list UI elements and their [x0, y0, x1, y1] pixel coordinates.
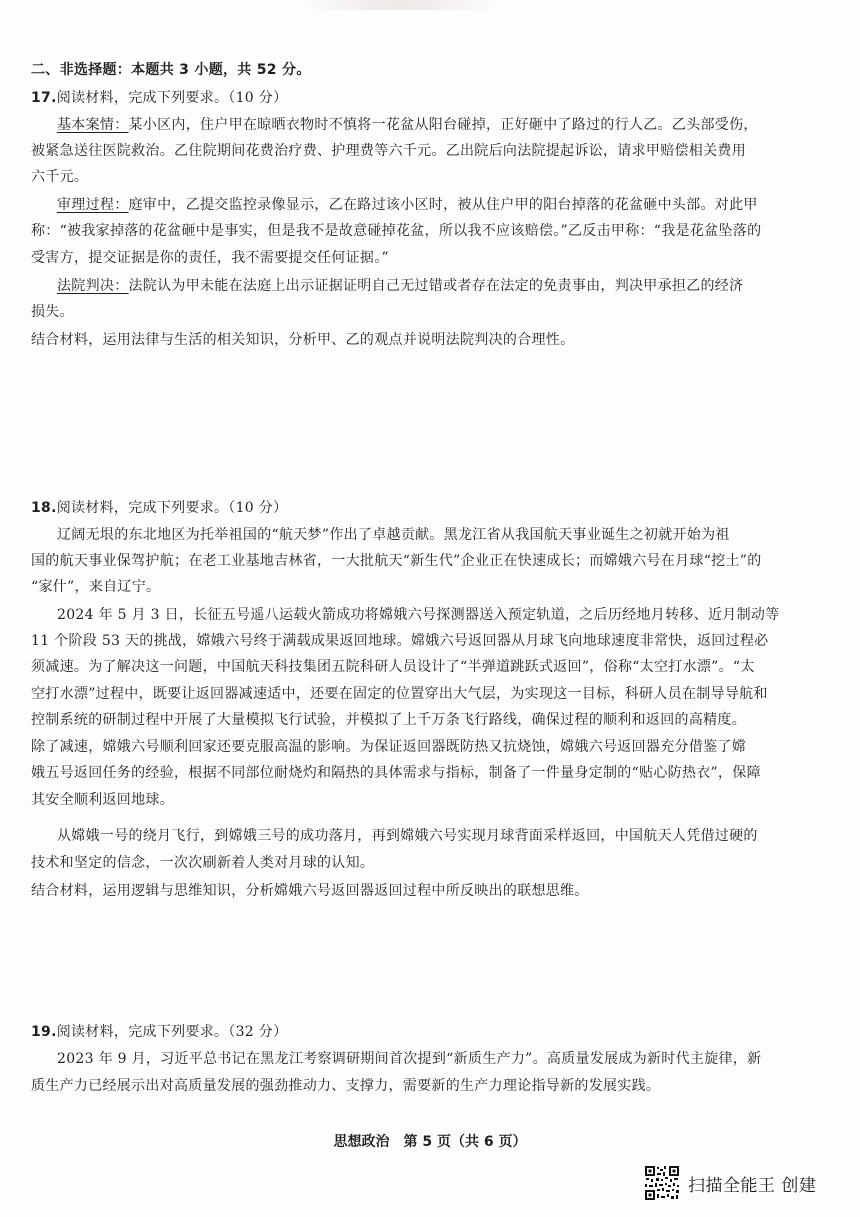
q17-case-text: 某小区内，住户甲在晾晒衣物时不慎将一花盆从阳台碰掉，正好砸中了路过的行人乙。乙头部受伤，: [128, 117, 758, 133]
q18-para2-line-5: 控制系统的研制过程中开展了大量模拟飞行试验，并模拟了上千万条飞行路线，确保过程的顺利和返回的高精度。: [31, 712, 746, 728]
q18-prompt: 阅读材料，完成下列要求。（10 分）: [56, 500, 288, 516]
scanner-watermark: [644, 1165, 816, 1201]
q17-case-label: 基本案情：: [57, 117, 129, 133]
q18-question: 结合材料，运用逻辑与思维知识，分析嫦娥六号返回器返回过程中所反映出的联想思维。: [31, 883, 589, 899]
q18-para2-line-7: 娥五号返回任务的经验，根据不同部位耐烧灼和隔热的具体需求与指标，制备了一件量身定制的“贴心防热衣”，保障: [31, 765, 761, 781]
q18-para2-line-6: 除了减速，嫦娥六号顺利回家还要克服高温的影响。为保证返回器既防热又抗烧蚀，嫦娥六号返回器充分借鉴了嫦: [31, 739, 746, 755]
q18-number: 18.: [31, 500, 57, 516]
q17-header: [31, 88, 287, 108]
q19-header: [31, 1022, 287, 1042]
q18-para2-line-1: 2024 年 5 月 3 日，长征五号遥八运载火箭成功将嫦娥六号探测器送入预定轨道，之后历经地月转移、近月制动等: [57, 607, 780, 623]
q18-header: [31, 498, 287, 518]
q17-question: 结合材料，运用法律与生活的相关知识，分析甲、乙的观点并说明法院判决的合理性。: [31, 332, 575, 348]
q17-trial-text: 庭审中，乙提交监控录像显示，乙在路过该小区时，被从住户甲的阳台掉落的花盆砸中头部。对此甲: [128, 197, 758, 213]
q18-para3-line-1: 从嫦娥一号的绕月飞行，到嫦娥三号的成功落月，再到嫦娥六号实现月球背面采样返回，中国航天人凭借过硬的: [57, 828, 758, 844]
q18-para2-line-2: 11 个阶段 53 天的挑战，嫦娥六号终于满载成果返回地球。嫦娥六号返回器从月球飞向地球速度非常快，返回过程必: [31, 633, 769, 649]
q17-trial-line-2: 称：“被我家掉落的花盆砸中是事实，但是我不是故意碰掉花盆，所以我不应该赔偿。”乙反击甲称：“我是花盆坠落的: [31, 223, 762, 239]
q17-trial-line-3: 受害方，提交证据是你的责任，我不需要提交任何证据。”: [31, 250, 389, 266]
q19-number: 19.: [31, 1024, 57, 1040]
q18-para1-line-2: 国的航天事业保驾护航；在老工业基地吉林省，一大批航天“新生代”企业正在快速成长；而嫦娥六号在月球“挖土”的: [31, 553, 762, 569]
q18-para2-line-8: 其安全顺利返回地球。: [31, 792, 174, 808]
q18-para2-line-3: 须减速。为了解决这一问题，中国航天科技集团五院科研人员设计了“半弹道跳跃式返回”，俗称“太空打水漂”。“太: [31, 659, 755, 675]
q17-verdict-line-1: [57, 276, 743, 296]
q17-trial-label: 审理过程：: [57, 197, 129, 213]
q17-case-line-2: 被紧急送往医院救治。乙住院期间花费治疗费、护理费等六千元。乙出院后向法院提起诉讼，请求甲赔偿相关费用: [31, 143, 746, 159]
section-title: 二、非选择题：本题共 3 小题，共 52 分。: [31, 62, 311, 78]
q18-para2-line-4: 空打水漂”过程中，既要让返回器减速适中，还要在固定的位置穿出大气层，为实现这一目标，科研人员在制导导航和: [31, 686, 768, 702]
q18-para3-line-2: 技术和坚定的信念，一次次刷新着人类对月球的认知。: [31, 855, 375, 871]
q17-trial-line-1: [57, 195, 758, 215]
q19-para1-line-2: 质生产力已经展示出对高质量发展的强劲推动力、支撑力，需要新的生产力理论指导新的发展实践。: [31, 1078, 661, 1094]
q17-prompt: 阅读材料，完成下列要求。（10 分）: [56, 90, 288, 106]
q17-verdict-label: 法院判决：: [57, 278, 129, 294]
qr-code-icon: [644, 1165, 680, 1201]
page-footer: 思想政治 第 5 页（共 6 页）: [333, 1134, 527, 1150]
scanner-label: 扫描全能王 创建: [688, 1175, 817, 1196]
q19-para1-line-1: 2023 年 9 月，习近平总书记在黑龙江考察调研期间首次提到“新质生产力”。高质量发展成为新时代主旋律，新: [57, 1051, 762, 1067]
q17-case-line-3: 六千元。: [31, 169, 89, 185]
q17-number: 17.: [31, 90, 57, 106]
q17-verdict-line-2: 损失。: [31, 304, 74, 320]
q17-case-line-1: [57, 115, 758, 135]
scan-smudge: [300, 0, 500, 10]
q18-para1-line-3: “家什”，来自辽宁。: [31, 579, 161, 595]
q19-prompt: 阅读材料，完成下列要求。（32 分）: [56, 1024, 288, 1040]
q17-verdict-text: 法院认为甲未能在法庭上出示证据证明自己无过错或者存在法定的免责事由，判决甲承担乙的经济: [128, 278, 744, 294]
q18-para1-line-1: 辽阔无垠的东北地区为托举祖国的“航天梦”作出了卓越贡献。黑龙江省从我国航天事业诞生之初就开始为祖: [57, 527, 730, 543]
